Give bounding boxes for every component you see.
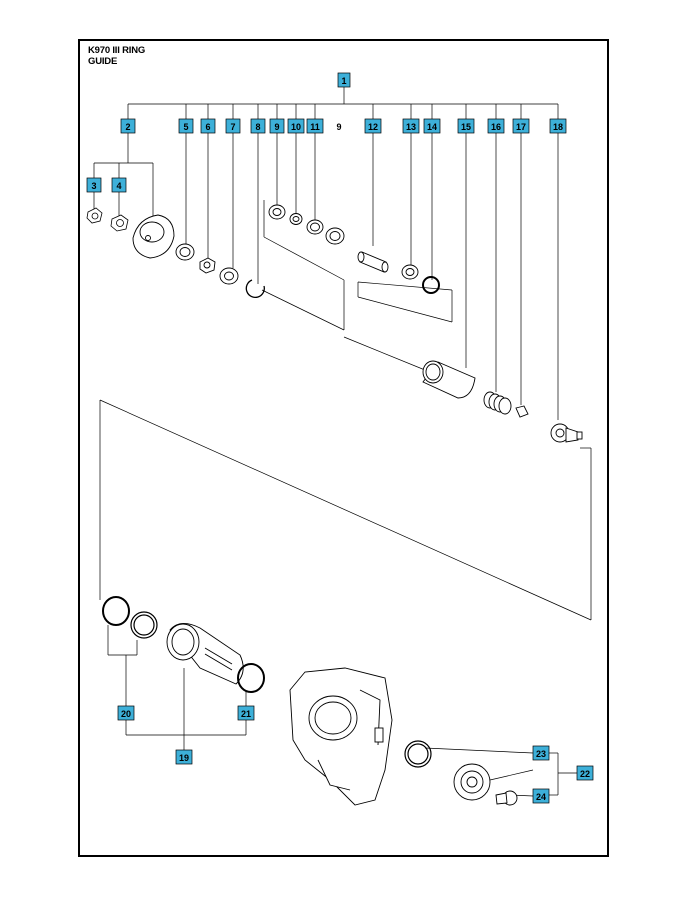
part-sleeve-15 [423, 361, 475, 398]
part-nozzle-18 [551, 424, 582, 442]
callout-24-label: 24 [535, 792, 547, 802]
callout-9a-label: 9 [274, 122, 280, 132]
callout-17 [513, 119, 529, 133]
callout-8-label: 8 [255, 122, 261, 132]
callout-9a [270, 119, 284, 133]
callout-11-label: 11 [310, 122, 320, 132]
part-housing [290, 668, 392, 805]
callout-1 [338, 73, 350, 87]
callout-5 [179, 119, 193, 133]
part-oring-20a [103, 597, 129, 625]
callout-13 [403, 119, 419, 133]
callout-10-label: 10 [290, 122, 302, 132]
part-oring-21 [238, 664, 264, 692]
callout-19 [176, 750, 192, 764]
callout-12 [365, 119, 381, 133]
callout-1-label: 1 [341, 76, 347, 86]
part-spacer-10 [290, 214, 302, 225]
callout-21 [238, 706, 254, 720]
callout-7-label: 7 [230, 122, 236, 132]
callout-7 [226, 119, 240, 133]
part-pin-17 [516, 406, 528, 417]
callout-20-label: 20 [120, 709, 132, 719]
part-nut-3 [87, 208, 102, 223]
callout-11 [307, 119, 323, 133]
callout-18 [550, 119, 566, 133]
callout-2 [121, 119, 135, 133]
callout-6-label: 6 [205, 122, 211, 132]
callout-3 [87, 178, 101, 192]
title-line-2: GUIDE [88, 56, 118, 67]
part-ring-20b [131, 612, 157, 638]
callout-22-label: 22 [579, 769, 591, 779]
callout-20 [118, 706, 134, 720]
part-oring-14 [423, 277, 439, 293]
part-knob-22 [454, 764, 490, 800]
part-bearing-9a [269, 205, 285, 219]
callout-13-label: 13 [405, 122, 417, 132]
callout-23 [533, 746, 549, 760]
callout-22 [577, 766, 593, 780]
callout-19-label: 19 [178, 753, 190, 763]
part-circlip-8 [246, 280, 264, 297]
callout-9b-label: 9 [336, 122, 342, 132]
callout-10 [288, 119, 304, 133]
title-line-1: K970 III RING [88, 45, 146, 56]
callout-18-label: 18 [552, 122, 564, 132]
callout-15-label: 15 [460, 122, 472, 132]
callout-9b [336, 122, 341, 132]
part-cylinder-19 [167, 623, 243, 684]
callout-4 [112, 178, 126, 192]
callout-4-label: 4 [116, 181, 122, 191]
part-nut-6 [200, 258, 215, 273]
callout-2-label: 2 [125, 122, 131, 132]
part-cap-2 [133, 215, 174, 258]
part-washer-7 [220, 268, 238, 284]
callout-23-label: 23 [535, 749, 547, 759]
part-bearing-5 [176, 244, 194, 260]
callout-6 [201, 119, 215, 133]
callout-8 [251, 119, 265, 133]
callout-5-label: 5 [183, 122, 189, 132]
callout-15 [458, 119, 474, 133]
callout-24 [533, 789, 549, 803]
callout-17-label: 17 [515, 122, 527, 132]
part-ring-23 [405, 741, 431, 767]
part-bearing-13 [402, 265, 418, 279]
callout-14 [424, 119, 440, 133]
part-shaft-12 [358, 252, 388, 272]
callout-16 [488, 119, 504, 133]
callout-12-label: 12 [367, 122, 379, 132]
callout-16-label: 16 [490, 122, 502, 132]
part-spring-16 [484, 392, 511, 414]
part-nut-4 [111, 215, 128, 231]
part-bearing-9b [326, 228, 344, 244]
part-screw-24 [496, 791, 517, 805]
callout-3-label: 3 [91, 181, 97, 191]
part-ring-11 [307, 220, 323, 234]
callout-14-label: 14 [426, 122, 438, 132]
callout-21-label: 21 [240, 709, 252, 719]
